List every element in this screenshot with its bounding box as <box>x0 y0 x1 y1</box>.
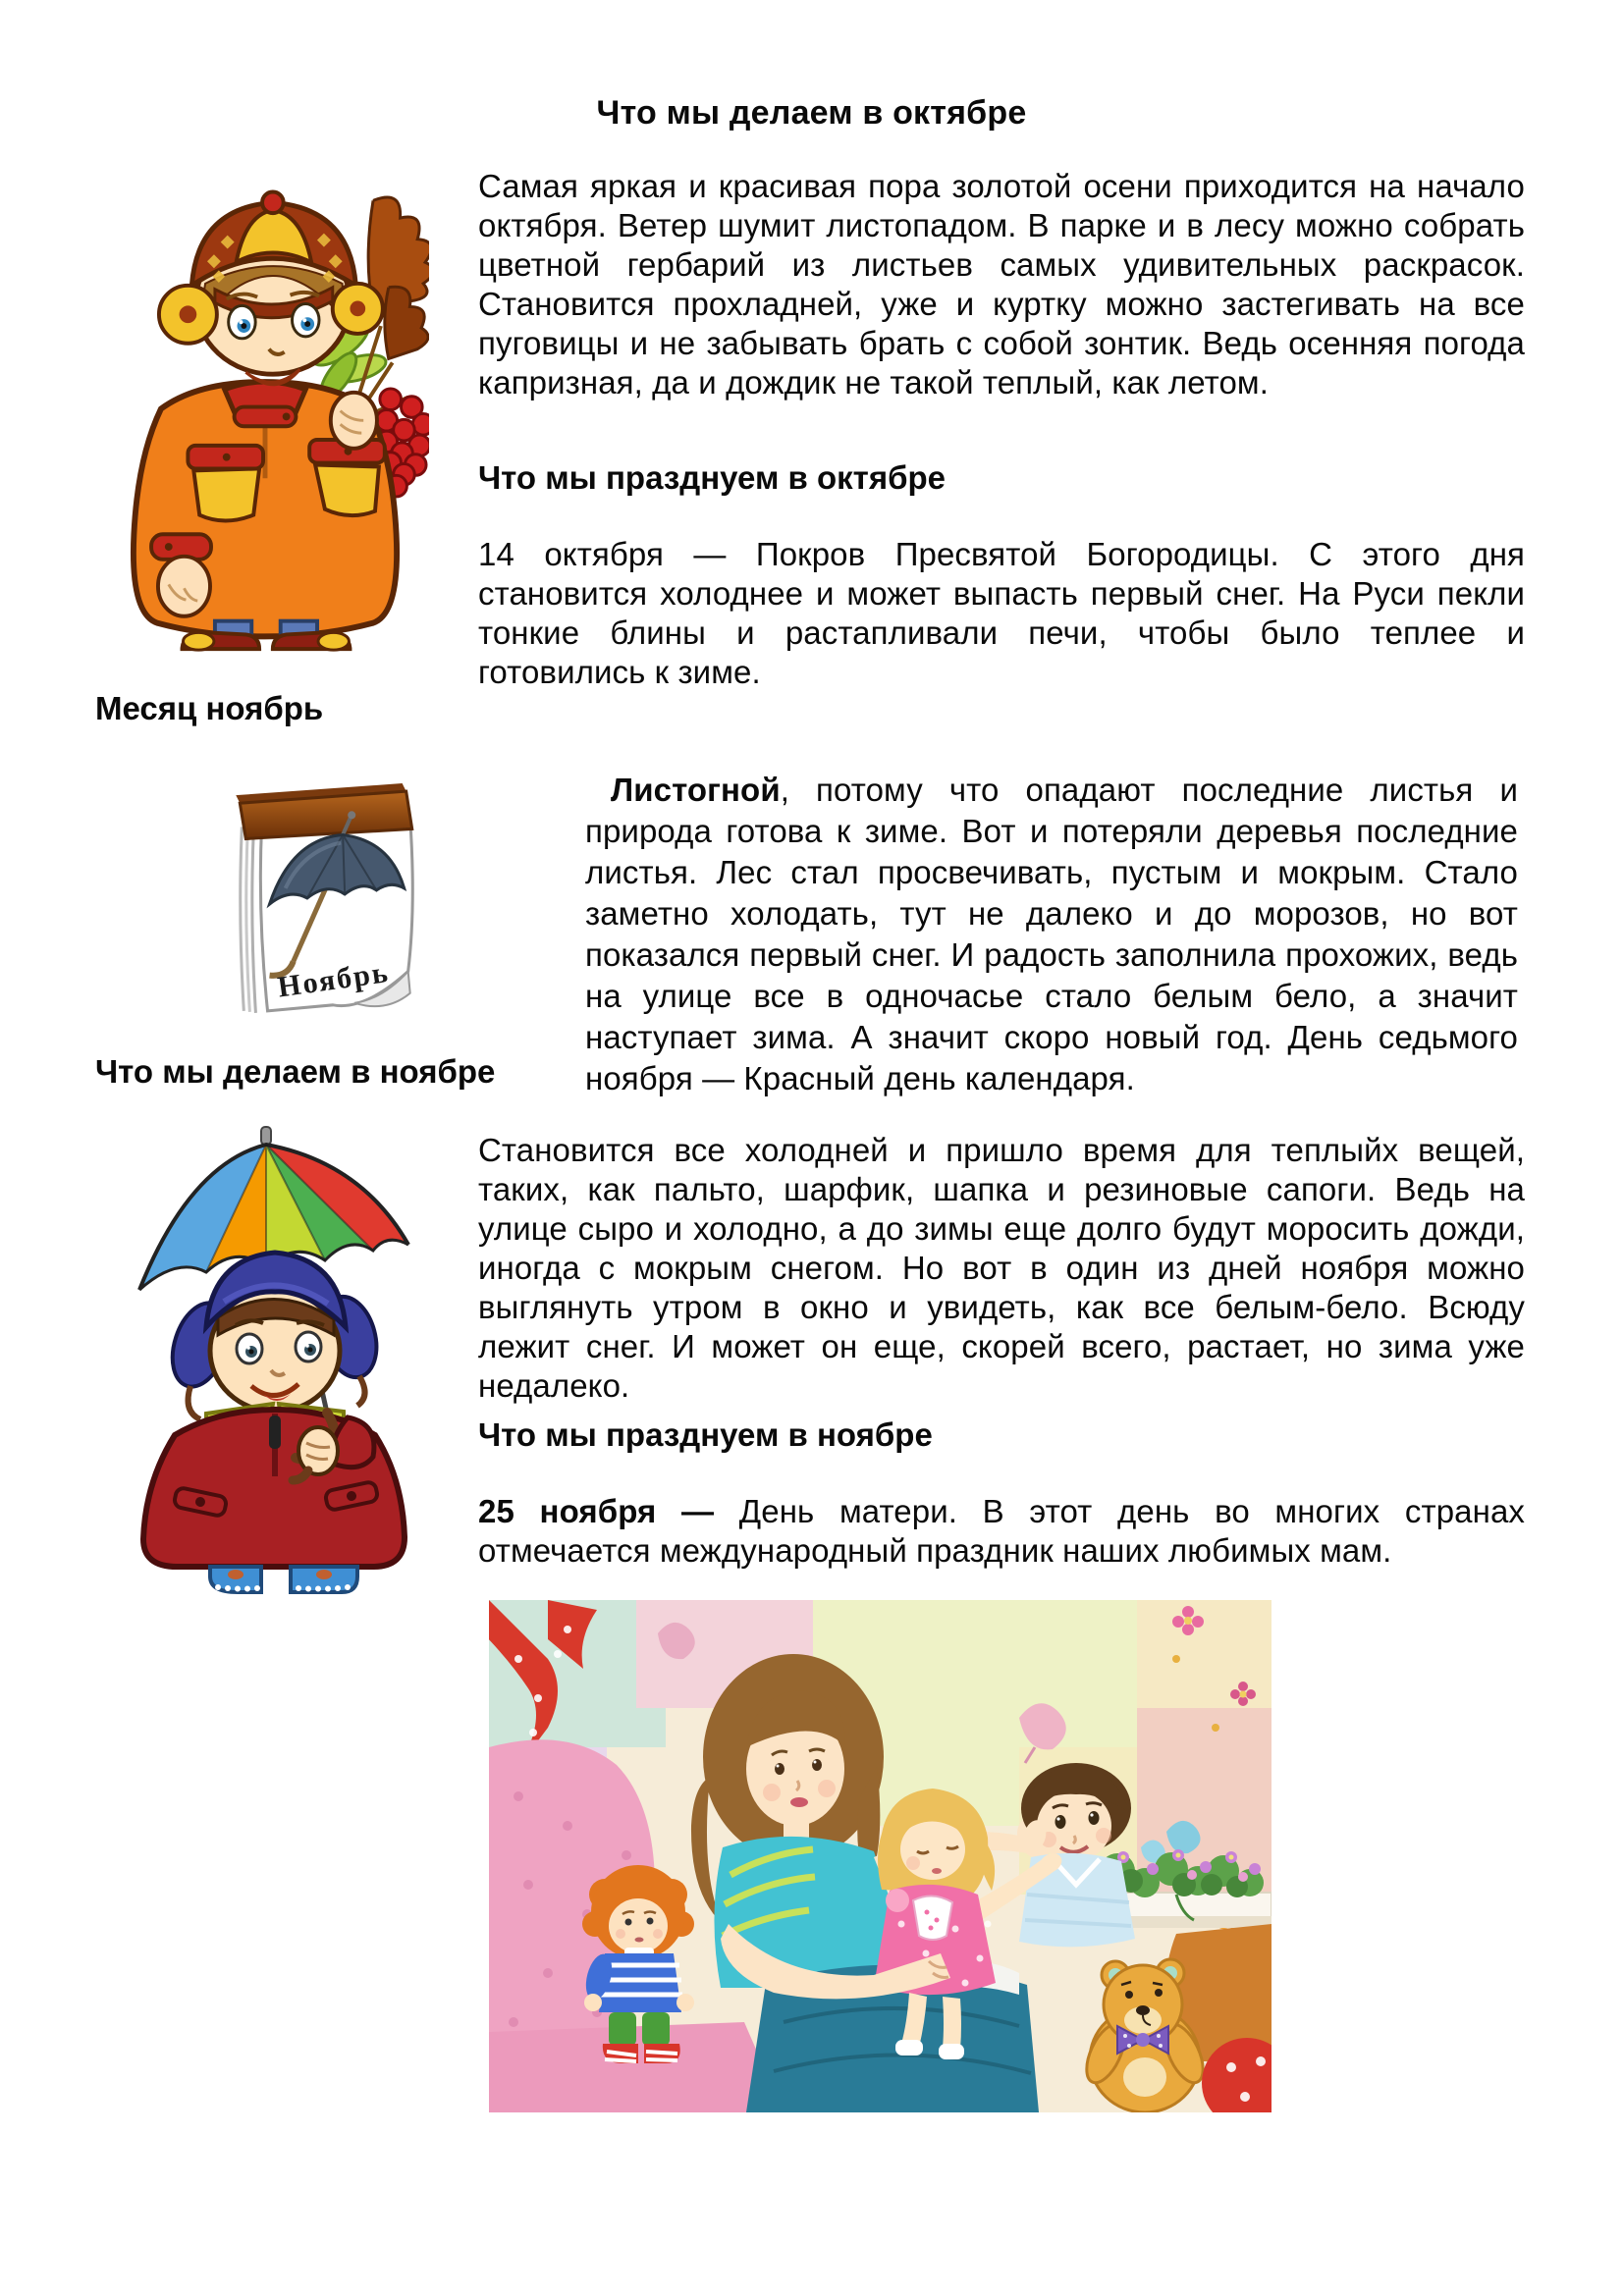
november-celebrate-paragraph <box>478 1492 1525 1571</box>
calendar-icon <box>216 777 434 1027</box>
paragraph-rest: День матери. В этот день во многих странах отмечается международный праздник наших любимых мам. <box>478 1493 1525 1569</box>
october-celebrate-paragraph: 14 октября — Покров Пресвятой Богородицы. С этого дня становится холоднее и может выпасть первый снег. На Руси пекли тонкие блины и растапливали печи, чтобы было теплее и готовились к зиме. <box>478 536 1525 690</box>
paragraph-lead: 25 ноября — <box>478 1493 715 1529</box>
boy-with-umbrella-icon <box>116 1123 432 1600</box>
paragraph-rest: , потому что опадают последние листья и природа готова к зиме. Вот и потеряли деревья последние листья. Лес стал просвечивать, пустым и мокрым. Стало заметно холодать, тут не далеко и до морозов, но вот показался первый снег. И радость заполнила прохожих, ведь на улице все в одночасье стало белым бело, а значит наступает зима. А значит скоро новый год. День седьмого ноября — Красный день календаря. <box>585 772 1518 1096</box>
paragraph-lead: Листогной <box>611 772 781 808</box>
mothers-day-illustration <box>489 1600 1271 2112</box>
november-do-paragraph: Становится все холодней и пришло время для теплыйх вещей, таких, как пальто, шарфик, шапка и резиновые сапоги. Ведь на улице сыро и холодно, а до зимы еще долго будут моросить дожди, иногда с мокрым снегом. Но вот в один из дней ноября можно выглянуть утром в окно и увидеть, как все белым-бело. Всюду лежит снег. И может он еще, скорей всего, растает, но зима уже недалеко. <box>478 1132 1525 1404</box>
october-boy-illustration <box>101 165 429 658</box>
october-do-paragraph: Самая яркая и красивая пора золотой осени приходится на начало октября. Ветер шумит листопадом. В парке и в лесу можно собрать цветной гербарий из листьев самых удивительных раскрасок. Становится прохладней, уже и куртку можно застегивать на все пуговицы и не забывать брать с собой зонтик. Ведь осенняя погода капризная, да и дождик не такой теплый, как летом. <box>478 168 1525 400</box>
heading-november-month: Месяц ноябрь <box>95 690 324 726</box>
heading-october-celebrate: Что мы празднуем в октябре <box>478 459 946 496</box>
heading-november-do: Что мы делаем в ноябре <box>95 1053 496 1090</box>
page-title: Что мы делаем в октябре <box>596 94 1027 132</box>
november-boy-illustration <box>116 1123 432 1600</box>
november-calendar-illustration <box>216 777 434 1027</box>
mother-with-children-icon <box>489 1600 1271 2112</box>
heading-november-celebrate: Что мы празднуем в ноябре <box>478 1416 933 1453</box>
boy-with-berries-icon <box>101 165 429 658</box>
calendar-month-label: Ноябрь <box>275 955 392 1004</box>
november-month-paragraph <box>585 770 1518 1099</box>
